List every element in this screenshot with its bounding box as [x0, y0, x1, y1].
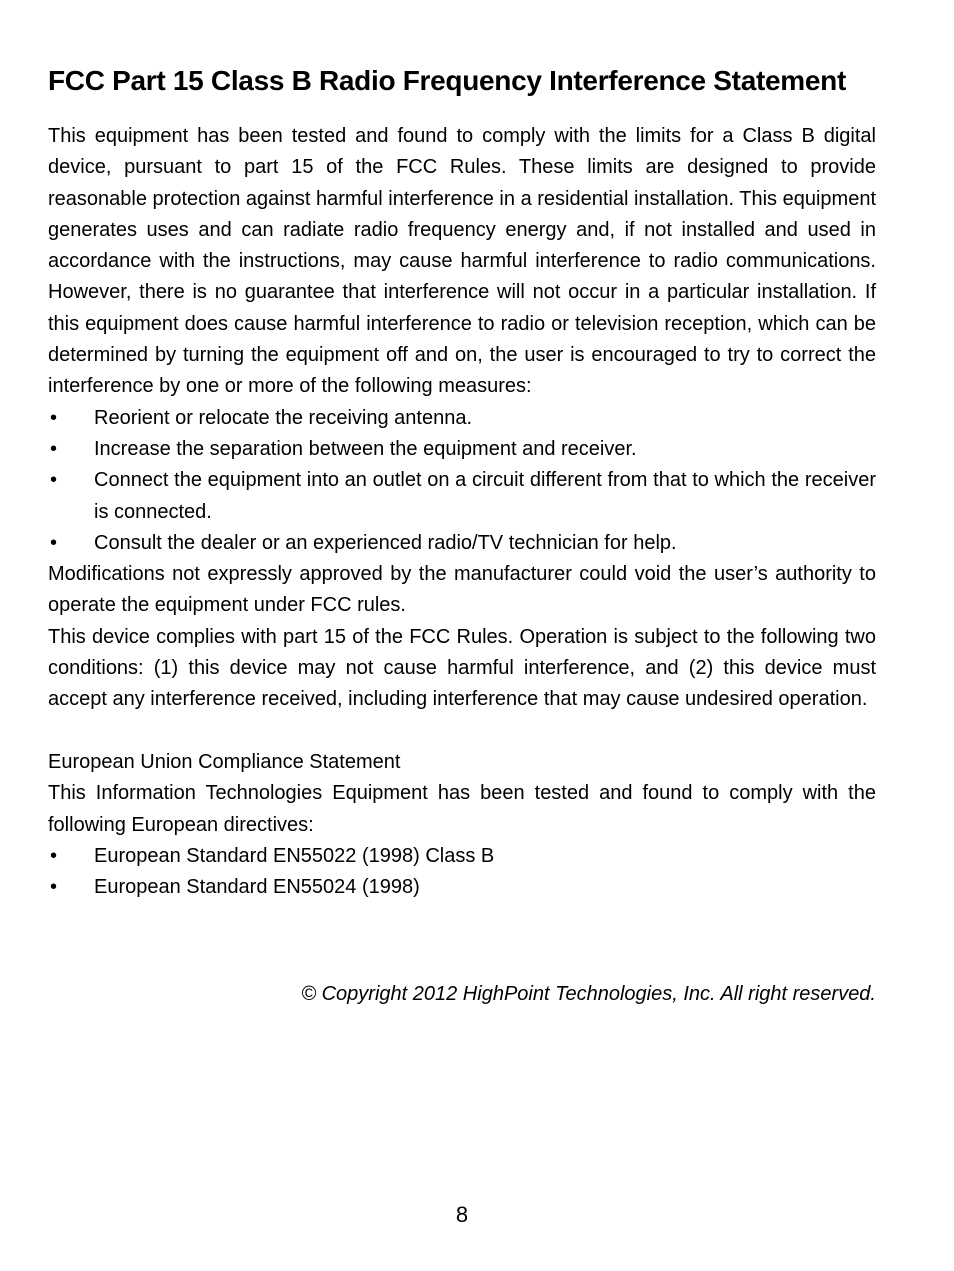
list-item-text: Connect the equipment into an outlet on a circuit different from that to which the receiver is connected.: [94, 469, 876, 523]
list-item: [48, 528, 876, 559]
bullet-icon: •: [50, 531, 58, 554]
list-item: [48, 465, 876, 528]
page-title: FCC Part 15 Class B Radio Frequency Interference Statement: [48, 65, 846, 96]
bullet-icon: •: [50, 844, 58, 867]
list-item-text: Reorient or relocate the receiving antenna.: [94, 406, 473, 429]
list-item-text: European Standard EN55024 (1998): [94, 876, 420, 899]
eu-directives-list: [48, 841, 876, 904]
fcc-intro-paragraph: This equipment has been tested and found to comply with the limits for a Class B digital device, pursuant to part 15 of the FCC Rules. These limits are designed to provide reasonable protection against harmful interference in a residential installation. This equipment generates uses and can radiate radio frequency energy and, if not installed and used in accordance with the instructions, may cause harmful interference to radio communications. However, there is no guarantee that interference will not occur in a particular installation. If this equipment does cause harmful interference to radio or television reception, which can be determined by turning the equipment off and on, the user is encouraged to try to correct the interference by one or more of the following measures:: [48, 125, 876, 398]
document-page: [48, 56, 876, 1011]
bullet-icon: •: [50, 469, 58, 492]
list-item: [48, 872, 876, 903]
fcc-measures-list: [48, 403, 876, 559]
list-item-text: European Standard EN55022 (1998) Class B: [94, 844, 495, 867]
bullet-icon: •: [50, 876, 58, 899]
list-item: [48, 434, 876, 465]
list-item-text: Increase the separation between the equipment and receiver.: [94, 437, 637, 460]
list-item: [48, 403, 876, 434]
section-gap: [48, 903, 876, 965]
copyright-notice: © Copyright 2012 HighPoint Technologies, Inc. All right reserved.: [301, 983, 876, 1006]
list-item-text: Consult the dealer or an experienced radio/TV technician for help.: [94, 531, 677, 554]
bullet-icon: •: [50, 406, 58, 429]
fcc-modifications-paragraph: Modifications not expressly approved by the manufacturer could void the user’s authority to operate the equipment under FCC rules.: [48, 563, 876, 617]
section-gap: [48, 716, 876, 747]
page-number: 8: [455, 1202, 469, 1227]
fcc-compliance-paragraph: This device complies with part 15 of the FCC Rules. Operation is subject to the following two conditions: (1) this device may not cause harmful interference, and (2) this device must accept any interference received, including interference that may cause undesired operation.: [48, 625, 876, 711]
bullet-icon: •: [50, 437, 58, 460]
eu-heading: European Union Compliance Statement: [48, 750, 401, 773]
list-item: [48, 841, 876, 872]
eu-intro-paragraph: This Information Technologies Equipment has been tested and found to comply with the following European directives:: [48, 782, 876, 836]
document-body: [48, 121, 876, 1011]
